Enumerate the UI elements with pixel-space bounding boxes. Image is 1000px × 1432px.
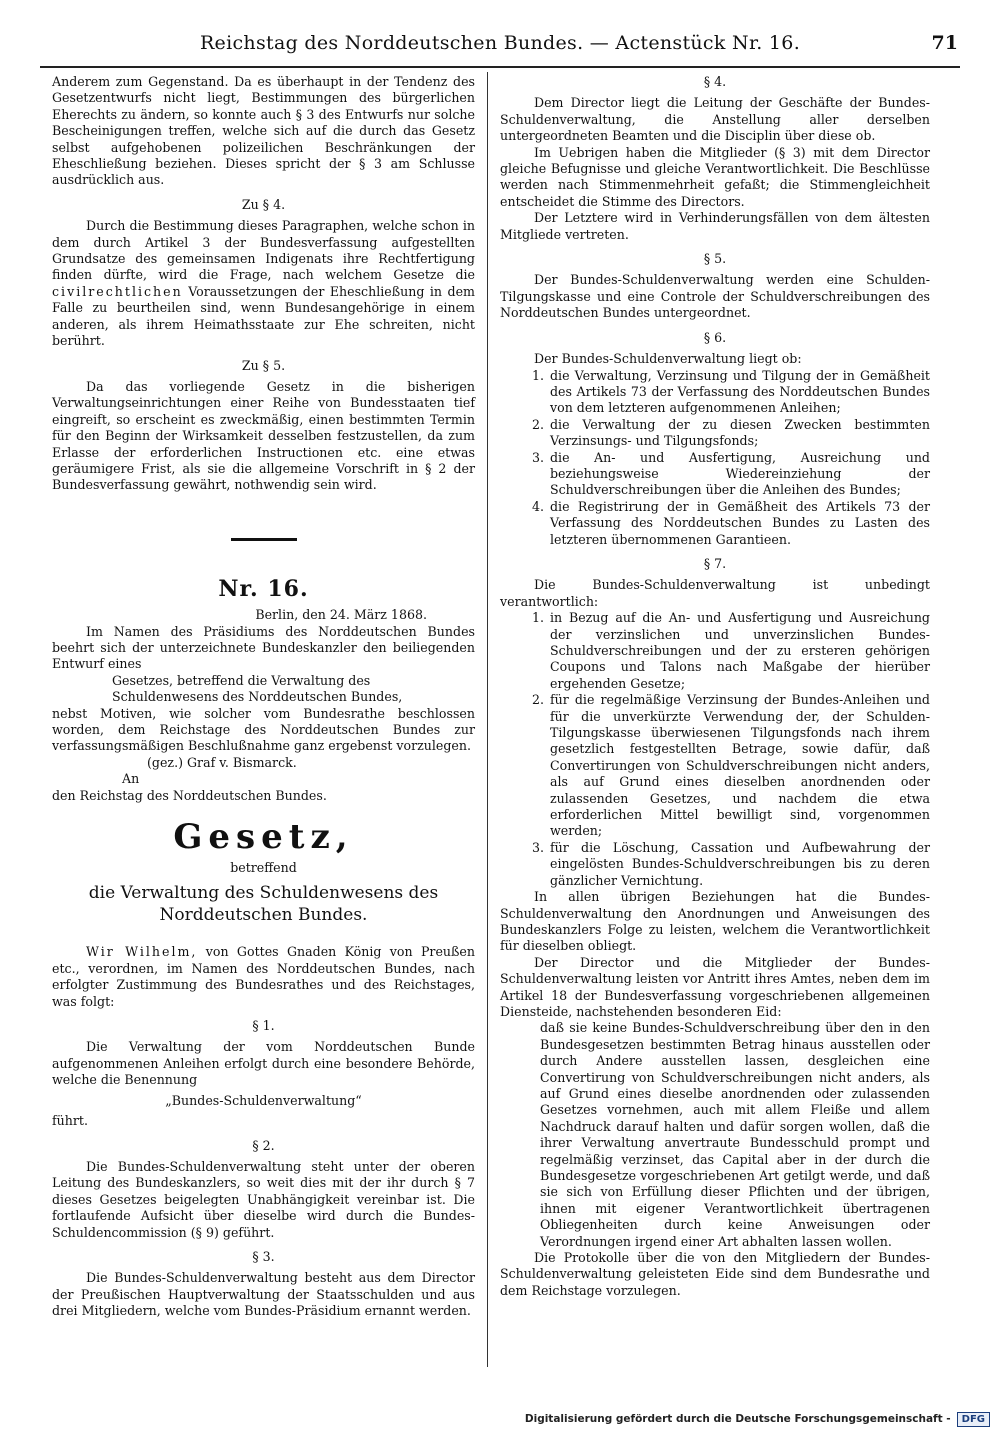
s7-text-4: Die Protokolle über die von den Mitgliedern der Bundes-Schuldenverwaltung geleisteten Eide sind dem Bundesrathe und dem Reichstage vorzulegen. <box>500 1250 930 1298</box>
s7-intro: Die Bundes-Schuldenverwaltung ist unbedingt verantwortlich: <box>500 577 930 609</box>
letter-date: Berlin, den 24. März 1868. <box>255 607 427 623</box>
s7-text-2: In allen übrigen Beziehungen hat die Bundes-Schuldenverwaltung den Anordnungen und Anweisungen des Bundeskanzlers Folge zu leisten, welchem die Verantwortlichkeit für dieselben obliegt. <box>500 889 930 954</box>
s1-end: führt. <box>52 1113 88 1129</box>
zu4-text-a: Durch die Bestimmung dieses Paragraphen, welche schon in dem durch Artikel 3 der Bundesverfassung aufgestellten Grundsatze des gemeinsamen Indigenats ihre Rechtfertigung finden dürfte, wird die Frage, nach welchem Gesetze die <box>52 218 475 283</box>
document-number: Nr. 16. <box>218 575 309 602</box>
item-number: 4. <box>532 498 545 514</box>
address-an: An <box>122 771 140 787</box>
zu4-text-b: Voraussetzungen der Eheschließung in dem Falle zu beurtheilen sind, wenn Bundesangehörige in einem anderen, als ihrem Heimathsstaate zur Ehe schreiten, nicht berührt. <box>52 283 475 349</box>
s7-text-3: Der Director und die Mitglieder der Bundes-Schuldenverwaltung leisten vor Antritt ihres Amtes, neben dem im Artikel 18 der Bundesverfassung vorgeschriebenen allgemeinen Diensteide, nachstehenden besonderen Eid: <box>500 954 930 1019</box>
zu4-paragraph <box>52 218 475 349</box>
s1-text: Die Verwaltung der vom Norddeutschen Bunde aufgenommenen Anleihen erfolgt durch eine besondere Behörde, welche die Benennung <box>52 1039 475 1088</box>
item-number: 2. <box>532 416 545 432</box>
s5-text: Der Bundes-Schuldenverwaltung werden eine Schulden-Tilgungskasse und eine Controle der Schuldverschreibungen des Norddeutschen Bundes untergeordnet. <box>500 272 930 321</box>
s7-heading: § 7. <box>703 555 727 571</box>
item-text: die Registrirung der in Gemäßheit des Artikels 73 der Verfassung des Norddeutschen Bundes zu Lasten des letzteren übernommenen Garantieen. <box>550 498 930 547</box>
s6-heading: § 6. <box>703 329 727 345</box>
item-text: für die regelmäßige Verzinsung der Bundes-Anleihen und für die unverkürzte Verwendung der, der Schulden-Tilgungskasse überwiesenen Tilgungsfonds nach ihrem gesetzlich festgestellten Betrage, sowie dafür, daß Convertirungen von Schuldverschreibungen nicht anders, als auf Grund eines dieselben anordnenden oder zulassenden Gesetzes, und nachdem die etwa erforderlichen Mittel bewilligt sind, vorgenommen werden; <box>550 692 930 839</box>
item-number: 2. <box>532 692 545 708</box>
footer-text: Digitalisierung gefördert durch die Deutsche Forschungsgemeinschaft - <box>524 1413 951 1425</box>
item-text: in Bezug auf die An- und Ausfertigung und Ausreichung der verzinslichen und unverzinslichen Bundes-Schuldverschreibungen und der zu ersteren gehörigen Coupons und Talons nach Maßgabe der hierüber ergehenden Gesetze; <box>550 610 930 691</box>
letter-text: Im Namen des Präsidiums des Norddeutschen Bundes beehrt sich der unterzeichnete Bundeskanzler den beiliegenden Entwurf eines <box>52 623 475 672</box>
preamble <box>52 944 475 1010</box>
section-separator <box>231 538 297 541</box>
zu4-emphasis: civilrechtlichen <box>52 283 183 299</box>
list-item <box>500 692 930 840</box>
item-text: die Verwaltung, Verzinsung und Tilgung der in Gemäßheit des Artikels 73 der Verfassung des Norddeutschen Bundes von dem letzteren aufgenommenen Anleihen; <box>550 367 930 416</box>
s7-oath: daß sie keine Bundes-Schuldverschreibung über den in den Bundesgesetzen bestimmten Betrag hinaus ausstellen oder durch Andere ausstellen lassen, desgleichen eine Convertirung von Schuldverschreibungen nicht anders, als auf Grund eines dieselbe anordnenden oder zulassenden Gesetzes vornehmen, auch mit allem Fleiße und allem Nachdruck darauf halten und dafür sorgen wollen, daß die ihrer Verwaltung anvertraute Bundesschuld prompt und regelmäßig verzinset, das Capital aber in der durch die Bundesgesetze vorgeschriebenen Art getilgt werde, und daß sie sich von Erfüllung dieser Pflichten und der übrigen, ihnen mit eigener Verantwortlichkeit übertragenen Obliegenheiten durch keine Anweisungen oder Verordnungen irgend einer Art abhalten lassen wollen. <box>540 1020 930 1249</box>
law-heading: Gesetz, <box>173 817 354 858</box>
list-item <box>500 499 930 548</box>
item-text: die Verwaltung der zu diesen Zwecken bestimmten Verzinsungs- und Tilgungsfonds; <box>550 416 930 449</box>
zu5-heading: Zu § 5. <box>241 357 286 373</box>
list-item <box>500 417 930 450</box>
item-text: die An- und Ausfertigung, Ausreichung und beziehungsweise Wiedereinziehung der Schuldverschreibungen über die Anleihen des Bundes; <box>550 449 930 498</box>
s4-heading: § 4. <box>703 74 727 89</box>
page-number: 71 <box>931 32 958 54</box>
s2-heading: § 2. <box>252 1137 275 1153</box>
preamble-name: Wir Wilhelm, <box>86 944 198 960</box>
right-column <box>500 74 930 1299</box>
s1-quote: „Bundes-Schuldenverwaltung“ <box>165 1092 362 1108</box>
digitization-footer <box>525 1411 990 1427</box>
letter-text-2: nebst Motiven, wie solcher vom Bundesrathe beschlossen worden, dem Reichstage des Norddeutschen Bundes zur verfassungsmäßigen Beschlußnahme ganz ergebenst vorzulegen. <box>52 705 475 754</box>
item-number: 1. <box>532 367 545 383</box>
list-item <box>500 840 930 889</box>
s1-heading: § 1. <box>252 1018 275 1034</box>
law-title: die Verwaltung des Schuldenwesens des Norddeutschen Bundes. <box>88 883 439 926</box>
left-column <box>52 74 475 1320</box>
intro-paragraph: Anderem zum Gegenstand. Da es überhaupt in der Tendenz des Gesetzentwurfs nicht liegt, Bestimmungen des bürgerlichen Eherechts zu ändern, so konnte auch § 3 des Entwurfs nur solche Bescheinigungen treffen, welche sich auf die durch das Gesetz selbst aufgehobenen polizeilichen Beschränkungen der Eheschließung beziehen. Dieses spricht der § 3 am Schlusse ausdrücklich aus. <box>52 74 475 188</box>
list-item <box>500 450 930 499</box>
list-item <box>500 368 930 417</box>
s7-list <box>500 610 930 889</box>
signature: (gez.) Graf v. Bismarck. <box>147 754 297 770</box>
s2-text: Die Bundes-Schuldenverwaltung steht unter der oberen Leitung des Bundeskanzlers, so weit dies mit der ihr durch § 7 dieses Gesetzes beigelegten Unabhängigkeit vereinbar ist. Die fortlaufende Aufsicht über dieselbe wird durch die Bundes-Schuldencommission (§ 9) geführt. <box>52 1158 475 1240</box>
letter-subject: Gesetzes, betreffend die Verwaltung des Schuldenwesens des Norddeutschen Bundes, <box>112 672 403 705</box>
s6-intro: Der Bundes-Schuldenverwaltung liegt ob: <box>534 351 802 367</box>
address-recipient: den Reichstag des Norddeutschen Bundes. <box>52 787 327 803</box>
item-number: 3. <box>532 449 545 465</box>
item-text: für die Löschung, Cassation und Aufbewahrung der eingelösten Bundes-Schuldverschreibungen bis zu deren gänzlicher Vernichtung. <box>550 839 930 888</box>
s3-text: Die Bundes-Schuldenverwaltung besteht aus dem Director der Preußischen Hauptverwaltung der Staatsschulden und aus drei Mitgliedern, welche vom Bundes-Präsidium ernannt werden. <box>52 1270 475 1319</box>
s6-list <box>500 368 930 548</box>
column-divider <box>487 72 488 1367</box>
law-betreffend: betreffend <box>230 860 297 876</box>
zu5-paragraph: Da das vorliegende Gesetz in die bisherigen Verwaltungseinrichtungen einer Reihe von Bundesstaaten tief eingreift, so erscheint es zweckmäßig, einen bestimmten Termin für den Beginn der Wirksamkeit desselben festzustellen, da zum Erlasse der erforderlichen Instructionen etc. eine etwas geräumigere Frist, als sie die allgemeine Vorschrift in § 2 der Bundesverfassung gewährt, nothwendig sein wird. <box>52 378 475 493</box>
zu4-heading: Zu § 4. <box>241 196 286 212</box>
dfg-logo: DFG <box>957 1412 990 1427</box>
item-number: 3. <box>532 839 545 855</box>
s4-text-1: Dem Director liegt die Leitung der Geschäfte der Bundes-Schuldenverwaltung, die Anstellung aller derselben untergeordneten Beamten und die Disciplin über diese ob. <box>500 95 930 144</box>
preamble-text: von Gottes Gnaden König von Preußen etc., verordnen, im Namen des Norddeutschen Bundes, nach erfolgter Zustimmung des Bundesrathes und des Reichstages, was folgt: <box>52 944 475 1009</box>
page-header <box>40 26 960 68</box>
s3-heading: § 3. <box>252 1248 275 1264</box>
running-title: Reichstag des Norddeutschen Bundes. — Actenstück Nr. 16. <box>199 32 801 54</box>
s5-heading: § 5. <box>703 251 727 267</box>
list-item <box>500 610 930 692</box>
s4-text-2: Im Uebrigen haben die Mitglieder (§ 3) mit dem Director gleiche Befugnisse und gleiche Verantwortlichkeit. Die Beschlüsse werden nach Stimmenmehrheit gefaßt; die Stimmengleichheit entscheidet die Stimme des Directors. <box>500 144 930 209</box>
s4-text-3: Der Letztere wird in Verhinderungsfällen von dem ältesten Mitgliede vertreten. <box>500 210 930 242</box>
item-number: 1. <box>532 610 545 626</box>
